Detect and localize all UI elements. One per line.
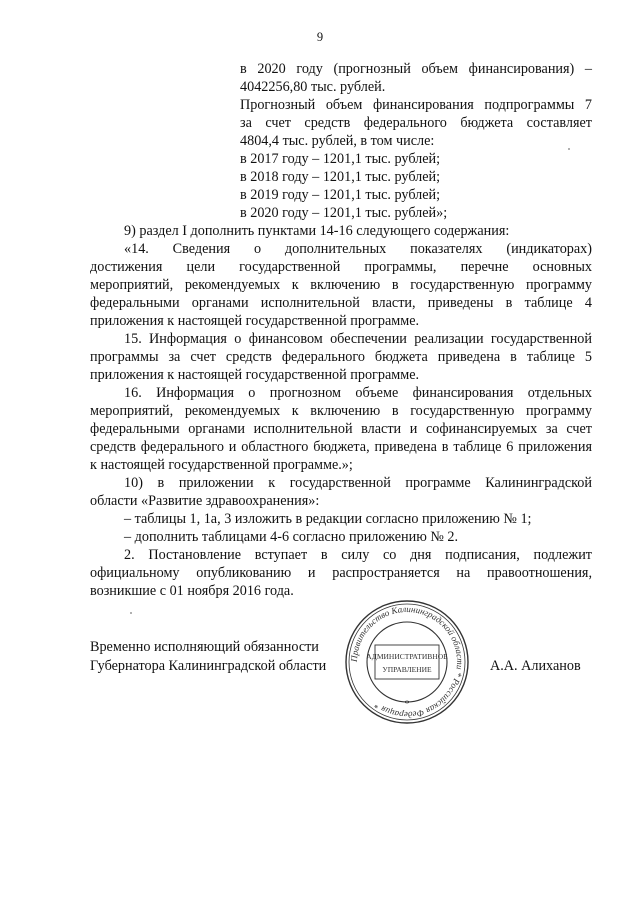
paragraph-15-line: приложения к настоящей государственной программе. (90, 367, 420, 383)
paragraph-14-line: федеральными органами исполнительной власти, приведены в таблице 4 (90, 295, 592, 311)
text-line: в 2018 году – 1201,1 тыс. рублей; (240, 169, 441, 185)
seal-star: * (404, 699, 410, 710)
seal-center-line: УПРАВЛЕНИЕ (382, 665, 432, 674)
official-seal-stamp (342, 597, 472, 727)
signatory-position-line: Губернатора Калининградской области (90, 658, 327, 674)
paragraph-14-line: достижения цели государственной программы, перечне основных (90, 259, 592, 275)
page-number: 9 (316, 30, 324, 44)
signatory-name: А.А. Алиханов (490, 658, 581, 674)
paragraph-14-line: приложения к настоящей государственной программе. (90, 313, 420, 329)
paragraph-14-line: мероприятий, рекомендуемых к включению в государственную программу (90, 277, 592, 293)
item-10-line: 10) в приложении к государственной программе Калининградской (124, 475, 592, 491)
signatory-position-line: Временно исполняющий обязанности (90, 639, 319, 655)
text-line: в 2017 году – 1201,1 тыс. рублей; (240, 151, 441, 167)
paragraph-16-line: средств федерального и областного бюджета, приведена в таблице 6 приложения (90, 439, 592, 455)
text-line: в 2019 году – 1201,1 тыс. рублей; (240, 187, 441, 203)
paragraph-16-line: 16. Информация о прогнозном объеме финансирования отдельных (124, 385, 592, 401)
item-10-line: области «Развитие здравоохранения»: (90, 493, 320, 509)
text-line: за счет средств федерального бюджета составляет (240, 115, 592, 131)
item-9: 9) раздел I дополнить пунктами 14-16 следующего содержания: (124, 223, 510, 239)
scan-speck (568, 148, 570, 150)
item-10-subitem: – таблицы 1, 1а, 3 изложить в редакции согласно приложению № 1; (124, 511, 532, 527)
paragraph-2-line: возникшие с 01 ноября 2016 года. (90, 583, 294, 599)
paragraph-16-line: федеральными органами исполнительной власти и софинансируемых за счет (90, 421, 592, 437)
text-line: 4804,4 тыс. рублей, в том числе: (240, 133, 435, 149)
paragraph-2-line: официальному опубликованию и распространяется на правоотношения, (90, 565, 592, 581)
item-10-subitem: – дополнить таблицами 4-6 согласно приложению № 2. (124, 529, 459, 545)
paragraph-14-line: «14. Сведения о дополнительных показателях (индикаторах) (124, 241, 592, 257)
paragraph-2-line: 2. Постановление вступает в силу со дня подписания, подлежит (124, 547, 592, 563)
scan-speck (130, 612, 132, 614)
seal-center-line: АДМИНИСТРАТИВНОЕ (366, 652, 448, 661)
text-line: в 2020 году (прогнозный объем финансирования) – (240, 61, 592, 77)
paragraph-16-line: мероприятий, рекомендуемых к включению в государственную программу (90, 403, 592, 419)
text-line: Прогнозный объем финансирования подпрограммы 7 (240, 97, 592, 113)
paragraph-15-line: 15. Информация о финансовом обеспечении реализации государственной (124, 331, 592, 347)
text-line: 4042256,80 тыс. рублей. (240, 79, 386, 95)
seal-ring-text: Правительство Калининградской области * Российская Федерация * (348, 603, 466, 721)
paragraph-15-line: программы за счет средств федерального бюджета приведена в таблице 5 (90, 349, 592, 365)
paragraph-16-line: к настоящей государственной программе.»; (90, 457, 353, 473)
text-line: в 2020 году – 1201,1 тыс. рублей»; (240, 205, 448, 221)
